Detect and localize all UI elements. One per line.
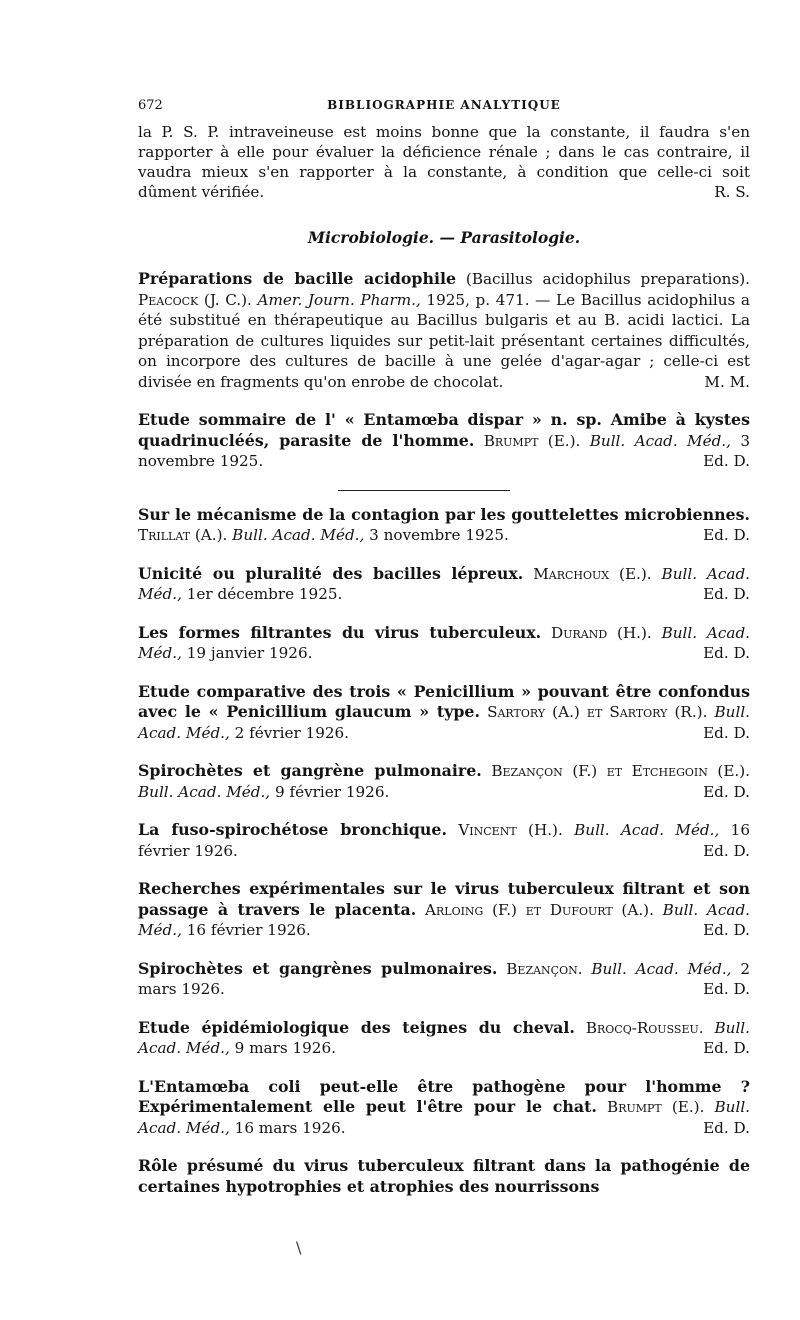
entry-ref: 2 mars 1926. <box>138 959 750 998</box>
bibliography-entry <box>138 564 750 605</box>
entry-ref: 3 novembre 1925. <box>138 431 750 470</box>
entry-rest: (Bacillus acidophilus preparations). <box>456 270 750 288</box>
bibliography-entry <box>138 879 750 941</box>
entry-journal: Bull. Acad. Méd., <box>227 526 365 544</box>
entry-journal: Bull. Acad. Méd., <box>138 1018 750 1057</box>
entry-signature: Ed. D. <box>703 723 750 742</box>
entry-title: Recherches expérimentales sur le virus tuberculeux filtrant et son passage à travers le placenta. <box>138 879 750 919</box>
entry-rest <box>523 565 533 583</box>
entry-signature: Ed. D. <box>703 644 750 662</box>
entry-signature: Ed. D. <box>703 841 750 860</box>
running-title: BIBLIOGRAPHIE ANALYTIQUE <box>327 98 561 112</box>
entry-journal: Amer. Journ. Pharm., <box>251 290 421 309</box>
entry-title: Spirochètes et gangrènes pulmonaires. <box>138 958 498 978</box>
footer-mark: \ <box>296 1238 302 1257</box>
entry-author: Peacock (J. C.). <box>138 290 252 309</box>
intro-paragraph <box>138 122 750 202</box>
entry-journal: Bull. Acad. Méd., <box>138 623 750 662</box>
entry-journal: Bull. Acad. Méd., <box>138 564 751 603</box>
section-title: Microbiologie. — Parasitologie. <box>307 228 581 247</box>
entry-rest <box>447 821 458 839</box>
entry-ref: 2 février 1926. <box>229 723 350 742</box>
entry-author: Bezançon (F.) et Etchegoin (E.). <box>491 762 751 780</box>
entry-ref: 1925, p. 471. — Le Bacillus acidophilus a été substitué en thérapeutique au Bacillus bulgaris et au B. acidi lactici. La préparation de cultures liquides sur petit-lait présentant certaines difficultés, on incorpore des cultures de bacille à une gelée d'agar-agar ; celle-ci est divisée en fragments qu'on enrobe de chocolat. <box>138 290 750 391</box>
entry-author: Sartory (A.) et Sartory (R.). <box>487 703 708 721</box>
document-page <box>138 98 750 1215</box>
entry-rest <box>482 762 492 780</box>
entry-rest <box>497 960 506 978</box>
bibliography-entry <box>138 959 750 1000</box>
bibliography-entry <box>138 761 750 802</box>
entry-ref: 19 janvier 1926. <box>181 644 313 662</box>
entry-title: Spirochètes et gangrène pulmonaire. <box>138 761 482 780</box>
entry-journal: Bull. Acad. Méd., <box>580 431 731 450</box>
entry-author: Durand (H.). <box>551 623 652 642</box>
bibliography-entry <box>138 682 750 744</box>
entry-signature: Ed. D. <box>703 585 750 603</box>
running-header <box>138 98 750 122</box>
entry-ref: 9 mars 1926. <box>229 1039 336 1057</box>
entry-ref: 16 février 1926. <box>181 921 311 939</box>
entry-rest <box>541 624 551 642</box>
bibliography-entry <box>138 505 750 546</box>
entry-journal: Bull. Acad. Méd., <box>138 900 751 939</box>
entry-rest <box>416 901 425 919</box>
entry-journal: Bull. Acad. Méd., <box>562 821 720 839</box>
entry-ref: 16 février 1926. <box>138 821 751 860</box>
entry-title: Etude sommaire de l' « Entamœba dispar » n. sp. Amibe à kystes quadrinucléés, parasite de l'homme. <box>138 410 750 450</box>
entry-rest <box>474 432 483 450</box>
entry-ref: 9 février 1926. <box>270 782 390 801</box>
bibliography-entry <box>138 820 750 861</box>
entry-title: Rôle présumé du virus tuberculeux filtrant dans la pathogénie de certaines hypotrophies et atrophies des nourrissons <box>138 1156 750 1196</box>
bibliography-entry <box>138 623 750 664</box>
bibliography-entry <box>138 1018 750 1059</box>
entry-ref: 1er décembre 1925. <box>181 585 343 603</box>
entry-signature: M. M. <box>704 372 750 391</box>
bibliography-entry <box>138 410 750 472</box>
bibliography-entries <box>138 269 750 1197</box>
entry-author: Arloing (F.) et Dufourt (A.). <box>425 900 654 919</box>
entry-signature: Ed. D. <box>703 1118 750 1137</box>
entry-signature: Ed. D. <box>703 1039 750 1057</box>
entry-author: Trillat (A.). <box>138 526 228 544</box>
bibliography-entry <box>138 269 750 392</box>
entry-title: L'Entamœba coli peut-elle être pathogène pour l'homme ? Expérimentalement elle peut l'être pour le chat. <box>138 1076 750 1116</box>
entry-author: Brocq-Rousseu. <box>585 1018 704 1037</box>
entry-journal: Bull. Acad. Méd., <box>138 1098 751 1137</box>
entry-title: Sur le mécanisme de la contagion par les gouttelettes microbiennes. <box>138 504 750 524</box>
entry-title: Etude comparative des trois « Penicillium » pouvant être confondus avec le « Penicillium glaucum » type. <box>138 681 750 721</box>
entry-signature: Ed. D. <box>703 452 750 470</box>
entry-signature: Ed. D. <box>703 980 750 998</box>
entry-author: Marchoux (E.). <box>533 564 652 583</box>
entry-ref: 16 mars 1926. <box>229 1118 346 1137</box>
entry-title: Les formes filtrantes du virus tuberculeux. <box>138 622 542 642</box>
intro-text: la P. S. P. intraveineuse est moins bonne que la constante, il faudra s'en rapporter à elle pour évaluer la déficience rénale ; dans le cas contraire, il vaudra mieux s'en rapporter à la constante, à condition que celle-ci soit dûment vérifiée. <box>138 123 750 201</box>
bibliography-entry <box>138 1077 750 1139</box>
entry-journal: Bull. Acad. Méd., <box>138 703 751 742</box>
bibliography-entry <box>138 1156 750 1197</box>
entry-author: Vincent (H.). <box>458 821 563 839</box>
entry-signature: Ed. D. <box>703 921 750 939</box>
entry-rest <box>575 1019 586 1037</box>
entry-author: Brumpt (E.). <box>483 431 581 450</box>
entry-signature: Ed. D. <box>703 526 750 544</box>
entry-title: Unicité ou pluralité des bacilles lépreux. <box>138 563 524 583</box>
entry-ref: 3 novembre 1925. <box>364 526 509 544</box>
entry-title: La fuso-spirochétose bronchique. <box>138 820 447 839</box>
entry-author: Brumpt (E.). <box>607 1098 705 1116</box>
entry-rest <box>480 703 487 721</box>
entry-rest <box>597 1098 607 1116</box>
entry-journal: Bull. Acad. Méd., <box>582 959 732 978</box>
intro-signature: R. S. <box>714 183 750 201</box>
entry-title: Etude épidémiologique des teignes du cheval. <box>138 1017 575 1037</box>
entry-title: Préparations de bacille acidophile <box>138 269 457 288</box>
page-number: 672 <box>138 98 163 113</box>
entry-divider <box>338 490 510 491</box>
entry-author: Bezançon. <box>506 959 583 978</box>
entry-journal: Bull. Acad. Méd., <box>138 782 271 801</box>
entry-signature: Ed. D. <box>703 782 750 801</box>
